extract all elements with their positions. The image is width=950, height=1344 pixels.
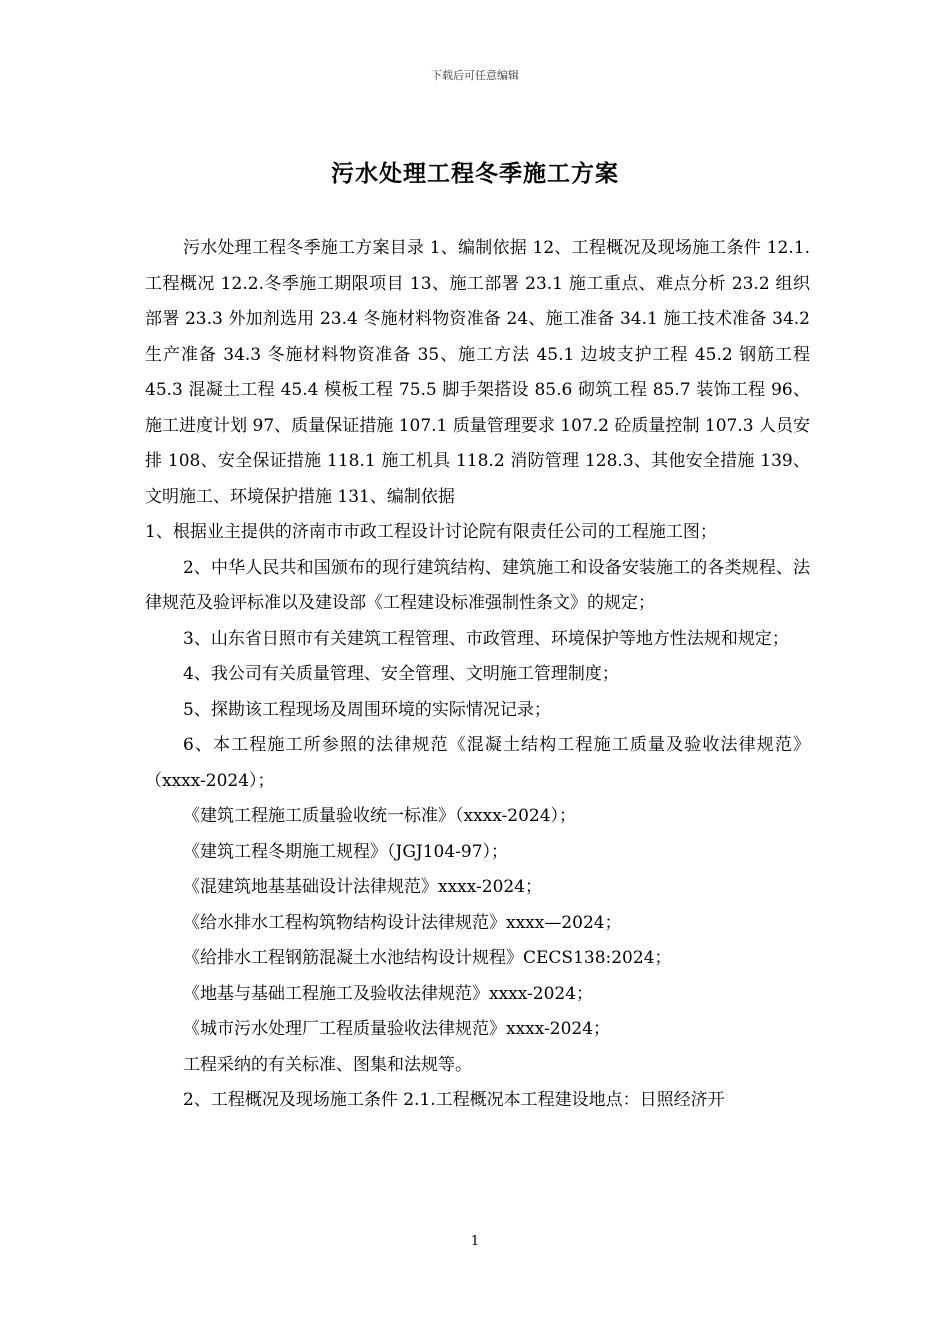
standard-item: 《建筑工程施工质量验收统一标准》（xxxx-2024）； (183, 806, 577, 826)
standard-item: 《城市污水处理厂工程质量验收法律规范》xxxx-2024； (183, 1019, 611, 1039)
paragraph-standards-note: 工程采纳的有关标准、图集和法规等。 (183, 1054, 472, 1075)
paragraph-basis-4: 4、我公司有关质量管理、安全管理、文明施工管理制度； (183, 664, 619, 684)
paragraph-basis-5: 5、探勘该工程现场及周围环境的实际情况记录； (183, 699, 551, 720)
document-body (145, 231, 810, 1119)
standard-item: 《建筑工程冬期施工规程》（JGJ104-97）； (183, 841, 509, 862)
header-note: 下载后可任意编辑 (431, 69, 519, 82)
page-number: 1 (470, 1234, 480, 1249)
paragraph-overview: 2、工程概况及现场施工条件 2.1.工程概况本工程建设地点：日照经济开 (183, 1090, 725, 1110)
standard-item: 《混建筑地基基础设计法律规范》xxxx-2024； (183, 877, 543, 897)
paragraph-basis-6: 6、本工程施工所参照的法律规范《混凝土结构工程施工质量及验收法律规范》（xxxx-2024）； (145, 735, 810, 791)
standard-item: 《地基与基础工程施工及验收法律规范》xxxx-2024； (183, 983, 594, 1004)
standard-item: 《给水排水工程构筑物结构设计法律规范》xxxx—2024； (183, 912, 622, 933)
standard-item: 《给排水工程钢筋混凝土水池结构设计规程》CECS138:2024； (183, 948, 672, 968)
paragraph-basis-3: 3、山东省日照市有关建筑工程管理、市政管理、环境保护等地方性法规和规定； (183, 628, 789, 649)
paragraph-toc: 污水处理工程冬季施工方案目录 1、编制依据 12、工程概况及现场施工条件 12.1.工程概况 12.2.冬季施工期限项目 13、施工部署 23.1 施工重点、难点分析 23.2 组织部署 23.3 外加剂选用 23.4 冬施材料物资准备 24、施工准备 34.1 施工技术准备 34.2 生产准备 34.3 冬施材料物资准备 35、施工方法 45.1 边坡支护工程 45.2 钢筋工程 45.3 混凝土工程 45.4 模板工程 75.5 脚手架搭设 85.6 砌筑工程 85.7 装饰工程 96、施工进度计划 97、质量保证措施 107.1 质量管理要求 107.2 砼质量控制 107.3 人员安排 108、安全保证措施 118.1 施工机具 118.2 消防管理 128.3、其他安全措施 139、文明施工、环境保护措施 131、编制依据 (145, 238, 810, 507)
paragraph-basis-1: 1、根据业主提供的济南市市政工程设计讨论院有限责任公司的工程施工图； (145, 522, 717, 542)
paragraph-basis-2: 2、中华人民共和国颁布的现行建筑结构、建筑施工和设备安装施工的各类规程、法律规范及验评标准以及建设部《工程建设标准强制性条文》的规定； (145, 557, 810, 613)
document-title: 污水处理工程冬季施工方案 (331, 160, 619, 187)
